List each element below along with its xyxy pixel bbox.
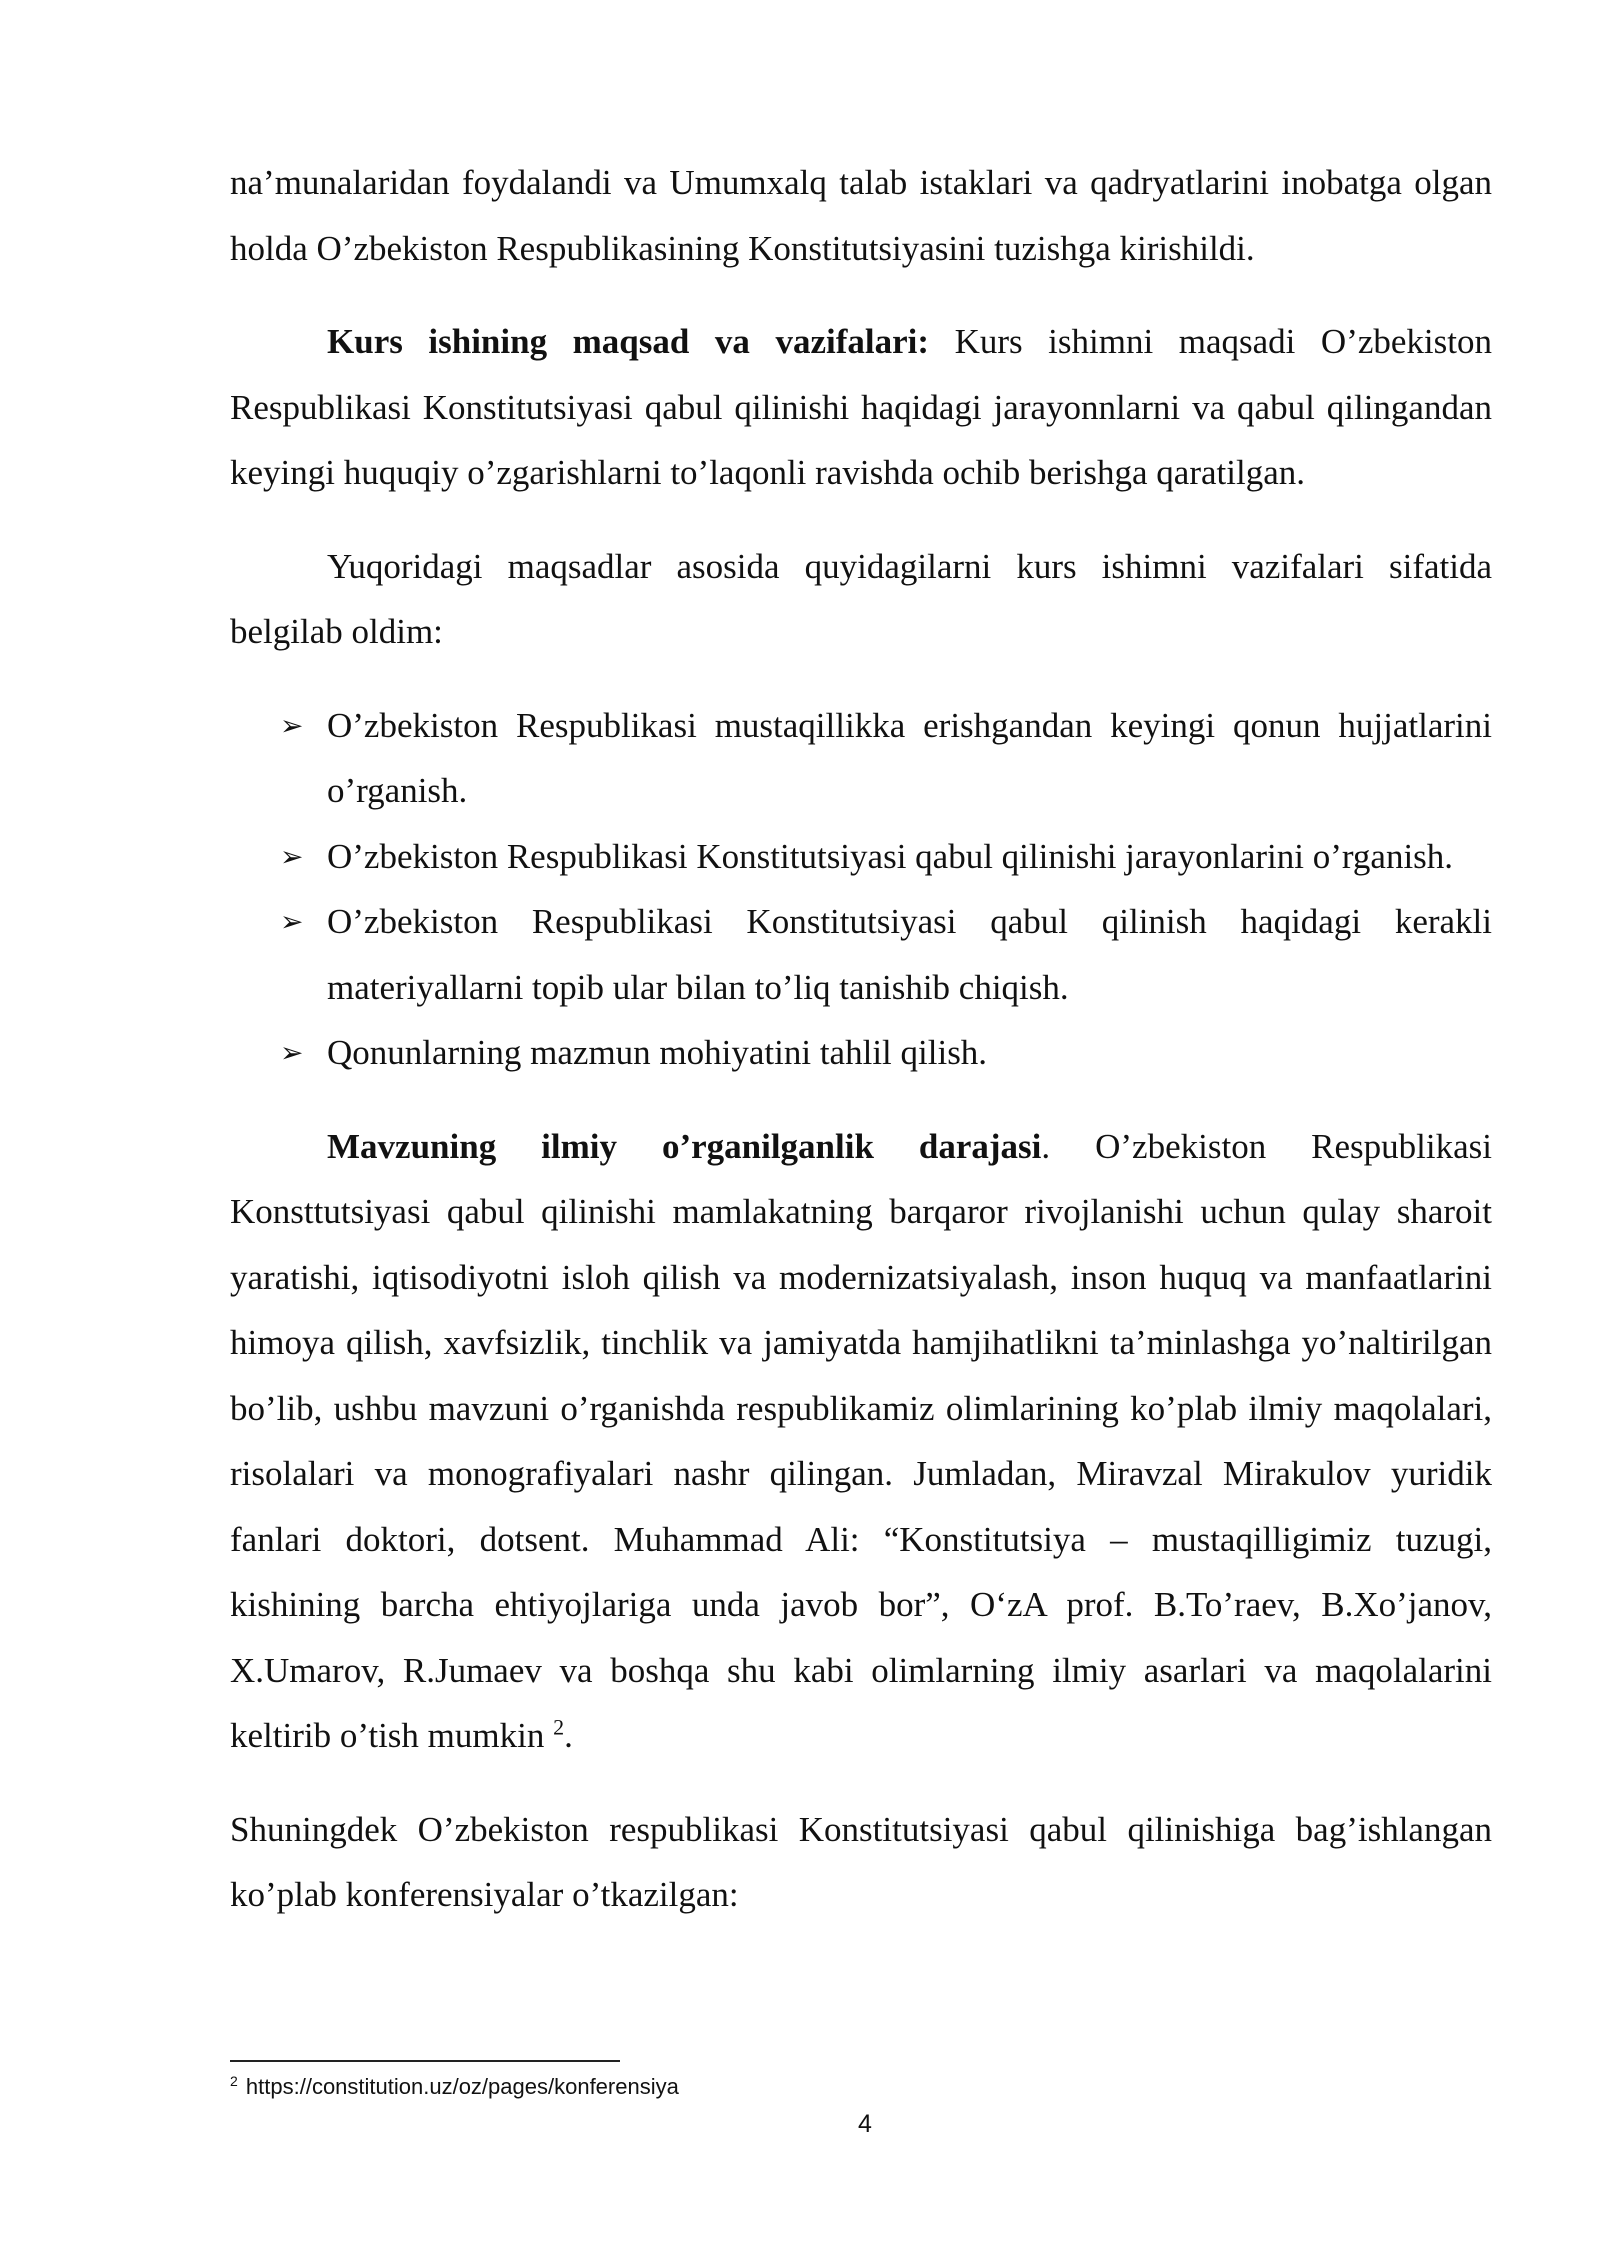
- tasks-intro: Yuqoridagi maqsadlar asosida quyidagilarni kurs ishimni vazifalari sifatida belgilab oldim:: [230, 546, 1492, 651]
- footnote-separator: [230, 2060, 620, 2062]
- paragraph-continuation: na’munalaridan foydalandi va Umumxalq talab istaklari va qadryatlarini inobatga olgan holda O’zbekiston Respublikasining Konstitutsiyasini tuzishga kirishildi.: [230, 163, 1492, 268]
- goal-heading: Kurs ishining maqsad va vazifalari:: [327, 322, 930, 361]
- arrow-bullet-icon: ➢: [280, 839, 304, 873]
- arrow-bullet-icon: ➢: [280, 1036, 304, 1069]
- footnote-number: 2: [230, 2072, 238, 2089]
- study-paragraph: [230, 1114, 1492, 1769]
- list-item-text: O’zbekiston Respublikasi Konstitutsiyasi qabul qilinishi jarayonlarini o’rganish.: [327, 836, 1454, 876]
- arrow-bullet-icon: ➢: [280, 905, 304, 938]
- study-heading: Mavzuning ilmiy o’rganilganlik darajasi: [327, 1126, 1042, 1166]
- list-item-text: O’zbekiston Respublikasi mustaqillikka erishgandan keyingi qonun hujjatlarini o’rganish.: [327, 705, 1492, 810]
- tasks-list: [230, 693, 1492, 1086]
- footnote-link[interactable]: https://constitution.uz/oz/pages/konferensiya: [239, 2074, 679, 2099]
- footnote: [230, 2072, 679, 2102]
- list-item: [230, 824, 1492, 890]
- goal-paragraph: [230, 309, 1492, 506]
- list-item: [230, 1020, 1492, 1086]
- list-item: [230, 693, 1492, 824]
- list-item-text: Qonunlarning mazmun mohiyatini tahlil qilish.: [327, 1033, 988, 1072]
- study-end: .: [564, 1716, 573, 1755]
- study-text: . O’zbekiston Respublikasi Konsttutsiyasi qabul qilinishi mamlakatning barqaror rivojlanishi uchun qulay sharoit yaratishi, iqtisodiyotni isloh qilish va modernizatsiyalash, inson huquq va manfaatlarini himoya qilish, xavfsizlik, tinchlik va jamiyatda hamjihatlikni ta’minlashga yo’naltirilgan bo’lib, ushbu mavzuni o’rganishda respublikamiz olimlarining ko’plab ilmiy maqolalari, risolalari va monografiyalari nashr qilingan. Jumladan, Miravzal Mirakulov yuridik fanlari doktori, dotsent. Muhammad Ali: “Konstitutsiya – mustaqilligimiz tuzugi, kishining barcha ehtiyojlariga unda javob bor”, O‘zA prof. B.To’raev, B.Xo’janov, X.Umarov, R.Jumaev va boshqa shu kabi olimlarning ilmiy asarlari va maqolalarini keltirib o’tish mumkin: [230, 1126, 1492, 1755]
- conference-paragraph: Shuningdek O’zbekiston respublikasi Konstitutsiyasi qabul qilinishiga bag’ishlangan ko’plab konferensiyalar o’tkazilgan:: [230, 1809, 1492, 1914]
- list-item-text: O’zbekiston Respublikasi Konstitutsiyasi qabul qilinish haqidagi kerakli materiyallarni topib ular bilan to’liq tanishib chiqish.: [327, 902, 1492, 1007]
- goal-text: Kurs ishimni maqsadi O’zbekiston Respublikasi Konstitutsiyasi qabul qilinishi haqidagi jarayonnlarni va qabul qilingandan keyingi huquqiy o’zgarishlarni to’laqonli ravishda ochib berishga qaratilgan.: [230, 322, 1493, 492]
- list-item: [230, 889, 1492, 1020]
- body-text: [230, 150, 1492, 1956]
- footnote-reference[interactable]: 2: [553, 1714, 565, 1740]
- page-number: 4: [858, 2110, 872, 2138]
- arrow-bullet-icon: ➢: [280, 708, 304, 742]
